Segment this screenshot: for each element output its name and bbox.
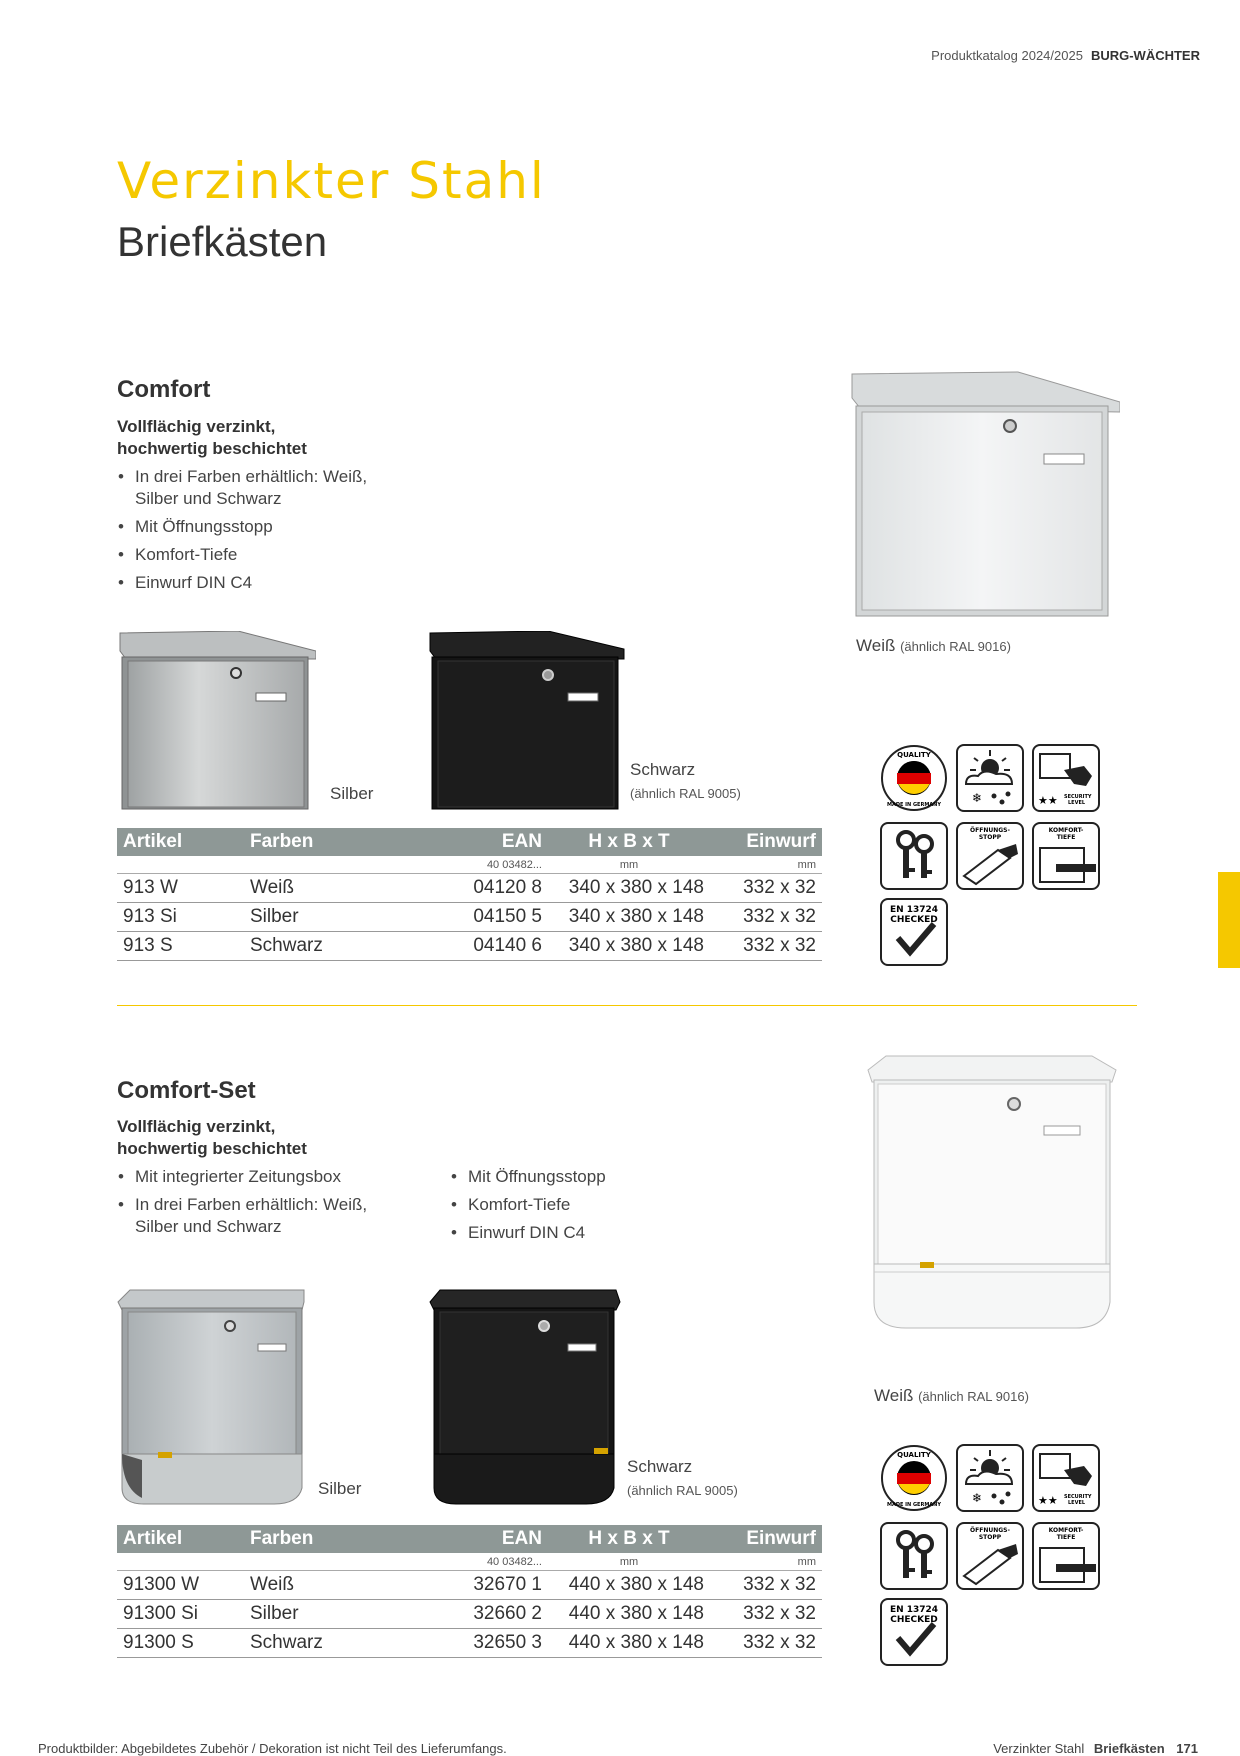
security-level-icon bbox=[1032, 1444, 1100, 1512]
footer-pagination: Verzinkter Stahl Briefkästen 171 bbox=[993, 1741, 1198, 1756]
col-dimensions: H x B x T bbox=[548, 1525, 710, 1553]
svg-text:LEVEL: LEVEL bbox=[1068, 1500, 1086, 1506]
table-row: 913 Si Silber 04150 5 340 x 380 x 148 332 x 32 bbox=[117, 903, 822, 932]
comfort-depth-icon bbox=[1032, 822, 1100, 890]
weather-resistant-icon bbox=[956, 744, 1024, 812]
comfort-set-caption-black: Schwarz bbox=[627, 1457, 693, 1476]
svg-text:QUALITY: QUALITY bbox=[897, 751, 931, 759]
svg-text:MADE IN GERMANY: MADE IN GERMANY bbox=[887, 802, 941, 808]
en13724-checked-icon bbox=[880, 898, 948, 966]
svg-text:STOPP: STOPP bbox=[978, 834, 1002, 841]
comfort-depth-icon bbox=[1032, 1522, 1100, 1590]
col-artikel: Artikel bbox=[117, 828, 244, 856]
mailbox-white-image bbox=[848, 368, 1120, 620]
feature-item: • Mit Öffnungsstopp bbox=[117, 516, 377, 538]
page-title: Verzinkter Stahl bbox=[117, 152, 546, 210]
svg-text:KOMFORT-: KOMFORT- bbox=[1048, 827, 1084, 834]
comfort-heading: Comfort bbox=[117, 376, 211, 403]
footer-note: Produktbilder: Abgebildetes Zubehör / Dekoration ist nicht Teil des Lieferumfangs. bbox=[38, 1741, 507, 1756]
svg-text:KOMFORT-: KOMFORT- bbox=[1048, 1527, 1084, 1534]
mailbox-set-silver-image bbox=[114, 1288, 310, 1506]
comfort-caption-silver: Silber bbox=[330, 784, 374, 803]
comfort-caption-black: Schwarz bbox=[630, 760, 696, 779]
catalog-label: Produktkatalog 2024/2025 bbox=[931, 48, 1083, 63]
svg-text:CHECKED: CHECKED bbox=[890, 915, 938, 925]
svg-text:LEVEL: LEVEL bbox=[1068, 800, 1086, 806]
svg-text:STOPP: STOPP bbox=[978, 1534, 1002, 1541]
security-level-icon bbox=[1032, 744, 1100, 812]
feature-item: • In drei Farben erhältlich: Weiß, Silber und Schwarz bbox=[117, 466, 377, 510]
col-ean: EAN bbox=[456, 1525, 548, 1553]
svg-text:CHECKED: CHECKED bbox=[890, 1615, 938, 1625]
col-einwurf: Einwurf bbox=[710, 828, 822, 856]
units-row: 40 03482... mm mm bbox=[117, 856, 822, 874]
col-farben: Farben bbox=[244, 1525, 456, 1553]
running-header bbox=[931, 48, 1200, 63]
svg-text:EN 13724: EN 13724 bbox=[889, 905, 939, 915]
opening-stop-icon bbox=[956, 1522, 1024, 1590]
table-row: 91300 S Schwarz 32650 3 440 x 380 x 148 332 x 32 bbox=[117, 1629, 822, 1658]
keys-icon bbox=[880, 822, 948, 890]
comfort-subtitle: Vollflächig verzinkt, hochwertig beschichtet bbox=[117, 417, 307, 458]
comfort-set-article-table bbox=[117, 1525, 822, 1658]
comfort-features bbox=[117, 466, 377, 600]
mailbox-black-image bbox=[428, 631, 626, 811]
feature-item: • Komfort-Tiefe bbox=[117, 544, 377, 566]
svg-text:MADE IN GERMANY: MADE IN GERMANY bbox=[887, 1502, 941, 1508]
table-row: 91300 Si Silber 32660 2 440 x 380 x 148 332 x 32 bbox=[117, 1600, 822, 1629]
table-row: 91300 W Weiß 32670 1 440 x 380 x 148 332 x 32 bbox=[117, 1571, 822, 1600]
mailbox-set-white-image bbox=[866, 1052, 1122, 1330]
table-row: 913 S Schwarz 04140 6 340 x 380 x 148 332 x 32 bbox=[117, 932, 822, 961]
weather-resistant-icon bbox=[956, 1444, 1024, 1512]
col-einwurf: Einwurf bbox=[710, 1525, 822, 1553]
comfort-set-caption-silver: Silber bbox=[318, 1479, 362, 1498]
svg-text:★★: ★★ bbox=[1038, 1494, 1058, 1507]
feature-item: • Mit integrierter Zeitungsbox bbox=[117, 1166, 387, 1188]
mailbox-silver-image bbox=[118, 631, 316, 811]
svg-text:ÖFFNUNGS-: ÖFFNUNGS- bbox=[970, 1527, 1010, 1534]
en13724-checked-icon bbox=[880, 1598, 948, 1666]
brand-label: BURG-WÄCHTER bbox=[1090, 48, 1200, 63]
comfort-set-heading: Comfort-Set bbox=[117, 1077, 256, 1104]
comfort-caption-white: Weiß (ähnlich RAL 9016) bbox=[856, 636, 1011, 655]
opening-stop-icon bbox=[956, 822, 1024, 890]
feature-item: • Mit Öffnungsstopp bbox=[450, 1166, 690, 1188]
comfort-set-caption-white: Weiß (ähnlich RAL 9016) bbox=[874, 1386, 1029, 1405]
made-in-germany-icon bbox=[880, 744, 948, 812]
feature-item: • Komfort-Tiefe bbox=[450, 1194, 690, 1216]
svg-text:SECURITY: SECURITY bbox=[1064, 1494, 1092, 1500]
feature-item: • Einwurf DIN C4 bbox=[117, 572, 377, 594]
page-number: 171 bbox=[1176, 1741, 1198, 1756]
svg-text:QUALITY: QUALITY bbox=[897, 1451, 931, 1459]
svg-text:EN 13724: EN 13724 bbox=[889, 1605, 939, 1615]
keys-icon bbox=[880, 1522, 948, 1590]
feature-item: • Einwurf DIN C4 bbox=[450, 1222, 690, 1244]
feature-item: • In drei Farben erhältlich: Weiß, Silber und Schwarz bbox=[117, 1194, 387, 1238]
col-artikel: Artikel bbox=[117, 1525, 244, 1553]
svg-text:SECURITY: SECURITY bbox=[1064, 794, 1092, 800]
svg-text:❄: ❄ bbox=[972, 791, 983, 805]
svg-text:TIEFE: TIEFE bbox=[1056, 1534, 1076, 1541]
col-dimensions: H x B x T bbox=[548, 828, 710, 856]
made-in-germany-icon bbox=[880, 1444, 948, 1512]
comfort-set-features-right bbox=[450, 1166, 690, 1250]
comfort-caption-black-ral: (ähnlich RAL 9005) bbox=[630, 786, 741, 801]
chapter-tab bbox=[1218, 872, 1240, 968]
svg-text:★★: ★★ bbox=[1038, 794, 1058, 807]
section-divider bbox=[117, 1005, 1137, 1006]
comfort-set-subtitle: Vollflächig verzinkt, hochwertig beschichtet bbox=[117, 1117, 307, 1158]
col-farben: Farben bbox=[244, 828, 456, 856]
mailbox-set-black-image bbox=[426, 1288, 622, 1506]
comfort-article-table bbox=[117, 828, 822, 961]
table-row: 913 W Weiß 04120 8 340 x 380 x 148 332 x 32 bbox=[117, 874, 822, 903]
comfort-set-features-left bbox=[117, 1166, 387, 1244]
comfort-set-caption-black-ral: (ähnlich RAL 9005) bbox=[627, 1483, 738, 1498]
units-row: 40 03482... mm mm bbox=[117, 1553, 822, 1571]
svg-text:TIEFE: TIEFE bbox=[1056, 834, 1076, 841]
svg-text:❄: ❄ bbox=[972, 1491, 983, 1505]
col-ean: EAN bbox=[456, 828, 548, 856]
svg-text:ÖFFNUNGS-: ÖFFNUNGS- bbox=[970, 827, 1010, 834]
page-subtitle: Briefkästen bbox=[117, 218, 328, 265]
